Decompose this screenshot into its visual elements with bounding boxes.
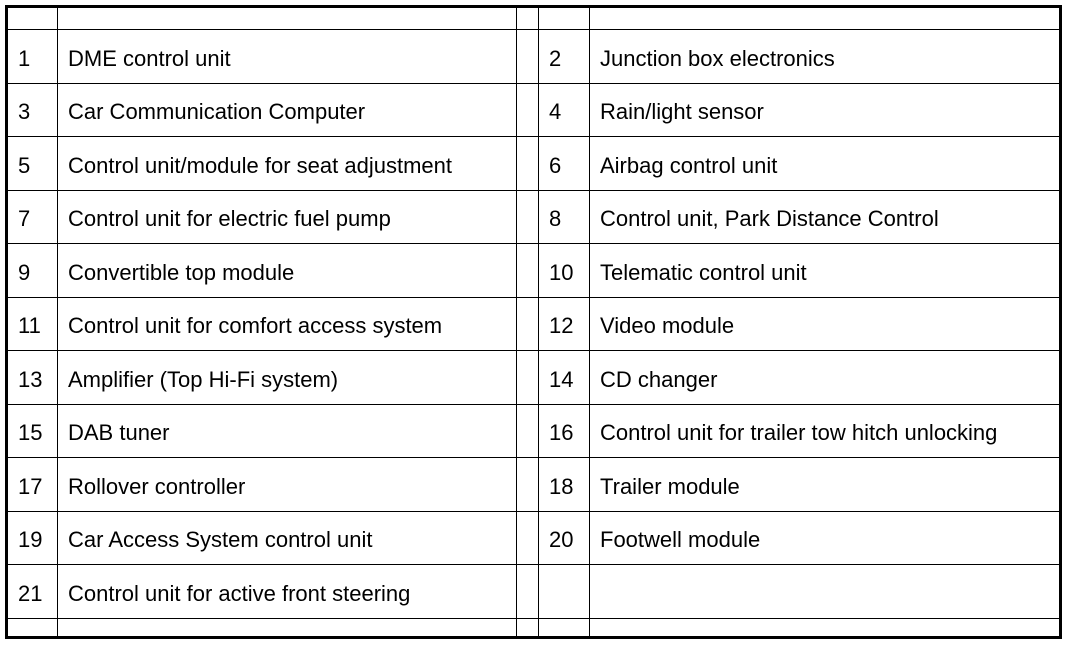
item-number: 11: [18, 313, 41, 338]
item-number: 4: [549, 99, 562, 124]
column-rule: [57, 8, 58, 636]
item-label: CD changer: [600, 367, 718, 392]
column-rule: [538, 8, 539, 636]
item-label: Control unit for comfort access system: [68, 313, 443, 338]
item-number: 10: [549, 260, 574, 285]
item-number: 21: [18, 581, 43, 606]
item-number: 6: [549, 153, 562, 178]
item-label: Rollover controller: [68, 474, 246, 499]
item-label: Convertible top module: [68, 260, 295, 285]
item-label: Junction box electronics: [600, 46, 835, 71]
item-label: Control unit, Park Distance Control: [600, 206, 939, 231]
item-number: 9: [18, 260, 31, 285]
item-label: Airbag control unit: [600, 153, 778, 178]
item-number: 18: [549, 474, 574, 499]
item-number: 14: [549, 367, 574, 392]
item-label: Trailer module: [600, 474, 740, 499]
item-number: 19: [18, 527, 43, 552]
item-number: 13: [18, 367, 43, 392]
item-label: Control unit/module for seat adjustment: [68, 153, 452, 178]
item-number: 5: [18, 153, 31, 178]
item-label: Control unit for electric fuel pump: [68, 206, 391, 231]
item-label: Footwell module: [600, 527, 761, 552]
item-number: 3: [18, 99, 31, 124]
item-number: 8: [549, 206, 562, 231]
column-rule: [589, 8, 590, 636]
item-label: DME control unit: [68, 46, 231, 71]
item-label: DAB tuner: [68, 420, 170, 445]
item-number: 7: [18, 206, 31, 231]
item-number: 12: [549, 313, 574, 338]
item-number: 2: [549, 46, 562, 71]
row-rule: [8, 29, 1059, 30]
item-label: Video module: [600, 313, 735, 338]
column-rule: [516, 8, 517, 636]
item-number: 20: [549, 527, 574, 552]
item-label: Telematic control unit: [600, 260, 807, 285]
item-label: Control unit for trailer tow hitch unlocking: [600, 420, 998, 445]
item-number: 15: [18, 420, 43, 445]
item-label: Car Communication Computer: [68, 99, 366, 124]
component-legend-table: [5, 5, 1062, 639]
item-label: Rain/light sensor: [600, 99, 764, 124]
item-label: Amplifier (Top Hi-Fi system): [68, 367, 339, 392]
item-label: Control unit for active front steering: [68, 581, 411, 606]
item-label: Car Access System control unit: [68, 527, 373, 552]
item-number: 1: [18, 46, 31, 71]
item-number: 16: [549, 420, 574, 445]
item-number: 17: [18, 474, 43, 499]
